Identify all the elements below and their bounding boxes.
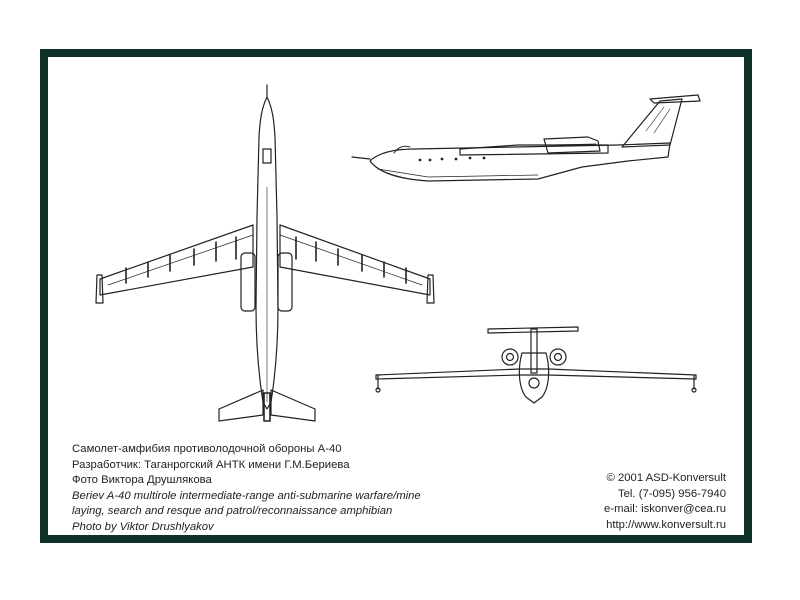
- top-view-wing-details: [126, 237, 406, 283]
- caption-block: [72, 442, 492, 536]
- postcard-frame: [40, 49, 752, 543]
- top-view-wing-right: [280, 225, 430, 295]
- publisher-block: [604, 471, 726, 533]
- front-view-stabilizer: [488, 327, 578, 333]
- side-view-windows: [419, 157, 486, 162]
- publisher-copyright: © 2001 ASD-Konversult: [606, 472, 726, 484]
- side-view: [352, 95, 700, 181]
- top-view-wing-left: [100, 225, 253, 295]
- caption-ru-developer: Разработчик: Таганрогский АНТК имени Г.М.Бериева: [72, 458, 350, 471]
- front-view-wing: [376, 369, 696, 379]
- publisher-tel: Tel. (7-095) 956-7940: [617, 487, 726, 500]
- caption-en-photo: Photo by Viktor Drushlyakov: [72, 520, 214, 533]
- postcard: [48, 57, 744, 535]
- caption-en-line1: Beriev A-40 multirole intermediate-range anti-submarine warfare/mine: [72, 489, 421, 502]
- top-view: [96, 85, 434, 421]
- front-view: [376, 327, 696, 403]
- publisher-email: e-mail: iskonver@cea.ru: [604, 503, 726, 516]
- publisher-web: http://www.konversult.ru: [606, 518, 726, 531]
- side-view-stabilizer: [650, 95, 700, 103]
- front-view-engine-right: [550, 349, 566, 365]
- caption-ru-title: Самолет-амфибия противолодочной обороны А-40: [72, 443, 342, 455]
- front-view-engine-left: [502, 349, 518, 365]
- caption-ru-photo: Фото Виктора Друшлякова: [72, 474, 212, 487]
- top-view-tail-right: [271, 390, 315, 421]
- top-view-tail-left: [219, 390, 263, 421]
- caption-en-line2: laying, search and resque and patrol/reconnaissance amphibian: [72, 505, 393, 518]
